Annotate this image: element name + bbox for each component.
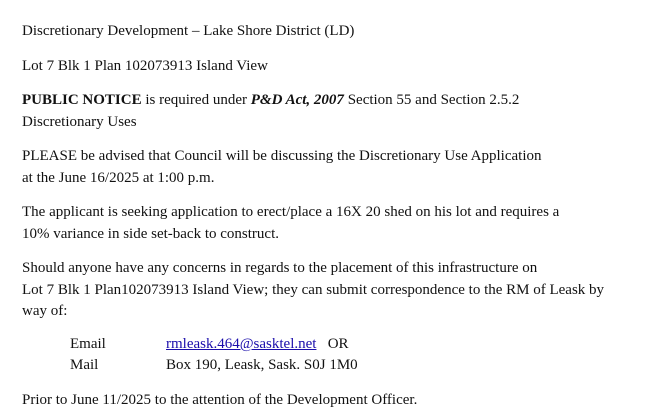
advisory-line-2: at the June 16/2025 at 1:00 p.m. — [22, 170, 215, 186]
mail-label: Mail — [70, 357, 99, 373]
public-notice-heading: PUBLIC NOTICE — [22, 92, 142, 108]
applicant-line-1: The applicant is seeking application to erect/place a 16X 20 shed on his lot and requires a — [22, 204, 560, 220]
concerns-line-1: Should anyone have any concerns in regards to the placement of this infrastructure on — [22, 260, 538, 276]
email-label: Email — [70, 336, 106, 352]
concerns-line-2: Lot 7 Blk 1 Plan102073913 Island View; they can submit correspondence to the RM of Leask by — [22, 282, 605, 298]
advisory-line-1: PLEASE be advised that Council will be discussing the Discretionary Use Application — [22, 148, 542, 164]
public-notice-line — [22, 89, 519, 111]
email-link[interactable]: rmleask.464@sasktel.net — [166, 336, 317, 352]
public-notice-text-2: Section 55 and Section 2.5.2 — [343, 92, 520, 108]
concerns-line-3: way of: — [22, 303, 68, 319]
public-notice-line-2: Discretionary Uses — [22, 114, 137, 130]
mail-address: Box 190, Leask, Sask. S0J 1M0 — [166, 357, 358, 373]
email-row — [166, 333, 349, 355]
notice-title: Discretionary Development – Lake Shore District (LD) — [22, 23, 355, 39]
public-notice-text-1: is required under — [141, 92, 251, 108]
deadline-line: Prior to June 11/2025 to the attention of the Development Officer. — [22, 392, 418, 408]
act-reference: P&D Act, 2007 — [250, 92, 344, 108]
applicant-line-2: 10% variance in side set-back to construct. — [22, 226, 279, 242]
email-or-text: OR — [327, 336, 349, 352]
lot-description: Lot 7 Blk 1 Plan 102073913 Island View — [22, 58, 268, 74]
